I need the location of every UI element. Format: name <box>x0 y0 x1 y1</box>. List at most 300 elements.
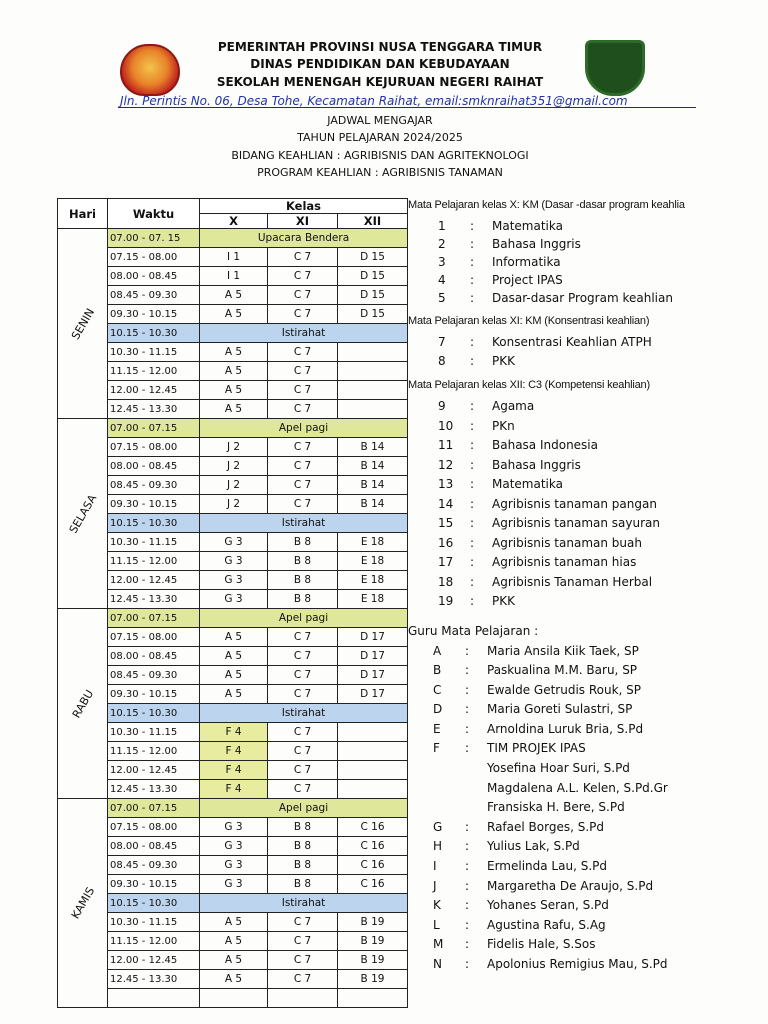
table-row <box>58 362 408 381</box>
list-item-number: 8 <box>438 354 446 368</box>
time-cell: 10.30 - 11.15 <box>108 533 200 552</box>
class-xi-cell: C 7 <box>268 780 338 799</box>
class-xi-cell: B 8 <box>268 590 338 609</box>
list-item-label: Ermelinda Lau, S.Pd <box>487 859 607 874</box>
class-xii-cell: C 16 <box>338 837 408 856</box>
class-x-cell: A 5 <box>200 666 268 685</box>
schedule-table <box>57 198 408 1008</box>
time-cell: 07.15 - 08.00 <box>108 248 200 267</box>
list-item <box>433 857 763 877</box>
table-row <box>58 400 408 419</box>
list-item-label: Matematika <box>492 219 563 233</box>
list-item-number: C <box>433 682 442 697</box>
class-x-cell: A 5 <box>200 932 268 951</box>
list-item <box>438 592 763 612</box>
school-address: Jln. Perintis No. 06, Desa Tohe, Kecamatan Raihat, email:smknraihat351@gmail.com <box>120 94 628 108</box>
class-xi-cell: C 7 <box>268 362 338 381</box>
time-cell: 10.15 - 10.30 <box>108 894 200 913</box>
class-xi-cell: C 7 <box>268 742 338 761</box>
class-xi-cell: C 7 <box>268 457 338 476</box>
list-item-number: M <box>433 937 444 952</box>
class-xii-cell: B 14 <box>338 457 408 476</box>
header-line-2: DINAS PENDIDIKAN DAN KEBUDAYAAN <box>250 57 510 71</box>
teachers-list <box>408 642 763 975</box>
time-cell: 11.15 - 12.00 <box>108 362 200 381</box>
time-cell: 10.30 - 11.15 <box>108 343 200 362</box>
list-item-separator: : <box>465 898 470 913</box>
list-item-separator: : <box>470 594 475 608</box>
list-item-number: 17 <box>438 555 454 569</box>
class-xi-cell: C 7 <box>268 932 338 951</box>
class-x-cell: F 4 <box>200 761 268 780</box>
class-x-cell: F 4 <box>200 780 268 799</box>
list-item <box>438 514 763 534</box>
subjects-xii-title: Mata Pelajaran kelas XII: C3 (Kompetensi keahlian) <box>408 379 650 391</box>
list-item-label: Maria Goreti Sulastri, SP <box>487 702 633 717</box>
table-row <box>58 229 408 248</box>
list-item-separator: : <box>465 937 470 952</box>
time-cell: 07.15 - 08.00 <box>108 628 200 647</box>
class-x-cell: A 5 <box>200 286 268 305</box>
list-item <box>438 333 763 352</box>
header-kelas: Kelas <box>200 199 408 214</box>
list-item-number: G <box>433 819 443 834</box>
class-xii-cell <box>338 761 408 780</box>
list-item-separator: : <box>465 682 470 697</box>
list-item-separator: : <box>470 219 475 233</box>
table-row <box>58 609 408 628</box>
class-xii-cell: E 18 <box>338 533 408 552</box>
class-x-cell: A 5 <box>200 400 268 419</box>
time-cell <box>108 989 200 1008</box>
list-item-number: 13 <box>438 477 454 491</box>
list-item <box>433 642 763 662</box>
class-xii-cell: D 17 <box>338 685 408 704</box>
class-x-cell: G 3 <box>200 818 268 837</box>
class-xii-cell: B 19 <box>338 913 408 932</box>
list-item-label: Bahasa Indonesia <box>492 438 598 452</box>
list-item <box>438 553 763 573</box>
table-row <box>58 818 408 837</box>
class-xi-cell: B 8 <box>268 837 338 856</box>
list-item-number: 9 <box>438 399 446 413</box>
class-xii-cell <box>338 381 408 400</box>
list-item <box>433 818 763 838</box>
time-cell: 09.30 - 10.15 <box>108 685 200 704</box>
list-item-number: J <box>433 878 437 893</box>
class-xi-cell: C 7 <box>268 723 338 742</box>
time-cell: 08.45 - 09.30 <box>108 286 200 305</box>
class-xi-cell: C 7 <box>268 438 338 457</box>
header-xi: XI <box>268 214 338 229</box>
table-row <box>58 343 408 362</box>
table-row <box>58 248 408 267</box>
table-row <box>58 837 408 856</box>
class-xi-cell: C 7 <box>268 343 338 362</box>
table-row <box>58 495 408 514</box>
table-row <box>58 533 408 552</box>
list-item-separator: : <box>465 702 470 717</box>
class-x-cell <box>200 989 268 1008</box>
time-cell: 09.30 - 10.15 <box>108 495 200 514</box>
time-cell: 08.45 - 09.30 <box>108 856 200 875</box>
subjects-xi-list <box>408 333 763 371</box>
activity-cell: Upacara Bendera <box>200 229 408 248</box>
class-xi-cell: B 8 <box>268 571 338 590</box>
list-item-label: Agribisnis tanaman pangan <box>492 496 657 511</box>
list-item-number: E <box>433 721 441 736</box>
list-item <box>438 352 763 371</box>
list-item-label: Agribisnis tanaman sayuran <box>492 516 660 530</box>
list-item-separator: : <box>470 418 475 433</box>
list-item-label: Agribisnis Tanaman Herbal <box>492 574 653 589</box>
list-item-number: H <box>433 839 443 854</box>
class-xi-cell: C 7 <box>268 685 338 704</box>
list-item-number: D <box>433 702 443 717</box>
list-item-label: Agribisnis tanaman buah <box>492 535 642 550</box>
table-row <box>58 419 408 438</box>
list-item-separator: : <box>465 663 470 678</box>
list-item-number: F <box>433 741 440 756</box>
subjects-panel <box>408 199 763 975</box>
class-x-cell: J 2 <box>200 457 268 476</box>
class-xii-cell: C 16 <box>338 818 408 837</box>
list-item-separator: : <box>465 819 470 834</box>
list-item-separator: : <box>470 335 475 349</box>
subjects-x-list <box>408 217 763 307</box>
class-xii-cell: D 15 <box>338 286 408 305</box>
list-item-label: Agribisnis tanaman hias <box>492 555 637 569</box>
list-item <box>433 896 763 916</box>
time-cell: 12.45 - 13.30 <box>108 780 200 799</box>
time-cell: 09.30 - 10.15 <box>108 305 200 324</box>
table-row <box>58 913 408 932</box>
field-of-expertise: BIDANG KEAHLIAN : AGRIBISNIS DAN AGRITEKNOLOGI <box>231 149 529 162</box>
activity-cell: Apel pagi <box>200 419 408 438</box>
list-item-number: 3 <box>438 255 446 269</box>
time-cell: 07.00 - 07. 15 <box>108 229 200 248</box>
list-item-number: K <box>433 898 441 913</box>
class-xi-cell: C 7 <box>268 647 338 666</box>
table-row <box>58 324 408 343</box>
list-item-separator: : <box>465 721 470 736</box>
list-item <box>438 397 763 417</box>
class-x-cell: G 3 <box>200 837 268 856</box>
table-row <box>58 704 408 723</box>
table-row <box>58 628 408 647</box>
table-row <box>58 286 408 305</box>
list-item-separator: : <box>465 917 470 932</box>
class-xii-cell: E 18 <box>338 590 408 609</box>
table-row <box>58 457 408 476</box>
class-xii-cell: D 17 <box>338 628 408 647</box>
list-item-separator: : <box>470 516 475 530</box>
program-of-expertise: PROGRAM KEAHLIAN : AGRIBISNIS TANAMAN <box>257 166 503 179</box>
time-cell: 12.45 - 13.30 <box>108 400 200 419</box>
class-x-cell: A 5 <box>200 343 268 362</box>
class-xii-cell: D 15 <box>338 267 408 286</box>
list-item-label: Agustina Rafu, S.Ag <box>487 917 606 932</box>
list-item-label: Rafael Borges, S.Pd <box>487 819 604 834</box>
break-cell: Istirahat <box>200 704 408 723</box>
time-cell: 10.30 - 11.15 <box>108 913 200 932</box>
header-line-3: SEKOLAH MENENGAH KEJURUAN NEGERI RAIHAT <box>216 75 544 89</box>
time-cell: 11.15 - 12.00 <box>108 742 200 761</box>
list-item <box>433 798 763 818</box>
table-row <box>58 381 408 400</box>
class-x-cell: A 5 <box>200 685 268 704</box>
table-row <box>58 742 408 761</box>
time-cell: 12.45 - 13.30 <box>108 590 200 609</box>
activity-cell: Apel pagi <box>200 609 408 628</box>
list-item-label: Ewalde Getrudis Rouk, SP <box>487 682 642 697</box>
time-cell: 10.30 - 11.15 <box>108 723 200 742</box>
table-row <box>58 438 408 457</box>
list-item-separator: : <box>465 878 470 893</box>
day-kamis: KAMIS <box>58 799 108 1008</box>
list-item-label: Maria Ansila Kiik Taek, SP <box>487 643 639 658</box>
list-item-label: Margaretha De Araujo, S.Pd <box>487 878 654 893</box>
subjects-x-title: Mata Pelajaran kelas X: KM (Dasar -dasar program keahlia <box>408 199 685 211</box>
list-item <box>433 739 763 759</box>
list-item <box>433 955 763 975</box>
doc-title: JADWAL MENGAJAR <box>327 114 433 127</box>
class-x-cell: G 3 <box>200 571 268 590</box>
class-x-cell: A 5 <box>200 913 268 932</box>
list-item <box>438 573 763 593</box>
list-item-label: Yosefina Hoar Suri, S.Pd <box>487 761 630 776</box>
list-item-number: L <box>433 917 440 932</box>
list-item <box>433 681 763 701</box>
class-x-cell: J 2 <box>200 495 268 514</box>
class-x-cell: A 5 <box>200 951 268 970</box>
time-cell: 10.15 - 10.30 <box>108 324 200 343</box>
class-xii-cell <box>338 723 408 742</box>
table-row <box>58 666 408 685</box>
list-item-separator: : <box>470 496 475 511</box>
list-item-label: Paskualina M.M. Baru, SP <box>487 663 638 678</box>
list-item-label: Arnoldina Luruk Bria, S.Pd <box>487 721 644 736</box>
table-row <box>58 932 408 951</box>
time-cell: 12.45 - 13.30 <box>108 970 200 989</box>
class-xi-cell: C 7 <box>268 628 338 647</box>
day-selasa: SELASA <box>58 419 108 609</box>
table-row <box>58 780 408 799</box>
list-item <box>433 759 763 779</box>
list-item-label: Fidelis Hale, S.Sos <box>487 937 596 952</box>
table-row <box>58 647 408 666</box>
list-item-separator: : <box>470 399 475 413</box>
table-row <box>58 761 408 780</box>
class-x-cell: G 3 <box>200 552 268 571</box>
header-line-1: PEMERINTAH PROVINSI NUSA TENGGARA TIMUR <box>217 40 543 54</box>
header-divider <box>118 107 696 108</box>
class-xii-cell <box>338 362 408 381</box>
list-item <box>433 779 763 799</box>
table-row <box>58 571 408 590</box>
class-x-cell: G 3 <box>200 533 268 552</box>
table-row <box>58 989 408 1008</box>
class-xi-cell: C 7 <box>268 381 338 400</box>
list-item-separator: : <box>470 438 475 452</box>
class-x-cell: F 4 <box>200 723 268 742</box>
class-x-cell: G 3 <box>200 590 268 609</box>
list-item-number: 16 <box>438 535 454 550</box>
academic-year: TAHUN PELAJARAN 2024/2025 <box>297 131 463 144</box>
list-item-number: 11 <box>438 438 454 452</box>
class-xi-cell: C 7 <box>268 267 338 286</box>
class-xii-cell: D 15 <box>338 248 408 267</box>
time-cell: 09.30 - 10.15 <box>108 875 200 894</box>
list-item-separator: : <box>470 291 475 305</box>
time-cell: 07.15 - 08.00 <box>108 818 200 837</box>
list-item-separator: : <box>470 535 475 550</box>
list-item <box>433 661 763 681</box>
class-xi-cell: B 8 <box>268 875 338 894</box>
time-cell: 08.00 - 08.45 <box>108 267 200 286</box>
list-item-label: Apolonius Remigius Mau, S.Pd <box>487 957 668 971</box>
table-row <box>58 799 408 818</box>
list-item-label: Dasar-dasar Program keahlian <box>492 291 673 305</box>
table-row <box>58 514 408 533</box>
list-item-number: 1 <box>438 219 446 233</box>
break-cell: Istirahat <box>200 324 408 343</box>
list-item <box>438 271 763 289</box>
list-item-separator: : <box>470 255 475 269</box>
list-item <box>438 417 763 437</box>
list-item <box>438 436 763 456</box>
header-waktu: Waktu <box>108 199 200 229</box>
class-xii-cell <box>338 780 408 799</box>
list-item-number: B <box>433 663 442 678</box>
list-item <box>438 495 763 515</box>
list-item-label: PKn <box>492 418 515 433</box>
class-xii-cell: E 18 <box>338 552 408 571</box>
time-cell: 12.00 - 12.45 <box>108 951 200 970</box>
class-x-cell: A 5 <box>200 362 268 381</box>
activity-cell: Apel pagi <box>200 799 408 818</box>
class-xii-cell: B 14 <box>338 495 408 514</box>
class-xii-cell: B 19 <box>338 951 408 970</box>
list-item-label: Yohanes Seran, S.Pd <box>487 898 609 913</box>
day-senin: SENIN <box>58 229 108 419</box>
class-xii-cell: E 18 <box>338 571 408 590</box>
class-xii-cell <box>338 400 408 419</box>
table-row <box>58 875 408 894</box>
list-item <box>433 916 763 936</box>
time-cell: 08.00 - 08.45 <box>108 837 200 856</box>
class-xi-cell: C 7 <box>268 248 338 267</box>
class-xii-cell: D 17 <box>338 666 408 685</box>
time-cell: 11.15 - 12.00 <box>108 932 200 951</box>
list-item-label: Konsentrasi Keahlian ATPH <box>492 335 652 349</box>
list-item <box>433 720 763 740</box>
class-xi-cell: C 7 <box>268 476 338 495</box>
class-xi-cell: C 7 <box>268 305 338 324</box>
list-item-separator: : <box>470 477 475 491</box>
table-row <box>58 590 408 609</box>
header-hari: Hari <box>58 199 108 229</box>
class-x-cell: A 5 <box>200 381 268 400</box>
teachers-title: Guru Mata Pelajaran : <box>408 623 539 638</box>
subjects-xi-title: Mata Pelajaran kelas XI: KM (Konsentrasi keahlian) <box>408 315 650 327</box>
class-xii-cell: B 19 <box>338 970 408 989</box>
class-xii-cell: B 14 <box>338 476 408 495</box>
list-item-separator: : <box>470 237 475 251</box>
list-item-number: 10 <box>438 418 454 433</box>
class-x-cell: J 2 <box>200 476 268 495</box>
list-item-label: Matematika <box>492 477 563 491</box>
list-item-separator: : <box>465 859 470 874</box>
class-xii-cell <box>338 989 408 1008</box>
list-item-label: Yulius Lak, S.Pd <box>487 839 580 854</box>
class-xii-cell: C 16 <box>338 856 408 875</box>
list-item-separator: : <box>465 643 470 658</box>
list-item-number: A <box>433 643 442 658</box>
list-item-label: Bahasa Inggris <box>492 237 581 251</box>
class-xi-cell: B 8 <box>268 818 338 837</box>
time-cell: 11.15 - 12.00 <box>108 552 200 571</box>
list-item-label: Fransiska H. Bere, S.Pd <box>487 800 625 815</box>
list-item-separator: : <box>470 273 475 287</box>
list-item-number: 18 <box>438 574 454 589</box>
time-cell: 07.00 - 07.15 <box>108 419 200 438</box>
time-cell: 07.00 - 07.15 <box>108 609 200 628</box>
time-cell: 12.00 - 12.45 <box>108 571 200 590</box>
list-item <box>438 475 763 495</box>
list-item-number: 5 <box>438 291 446 305</box>
list-item <box>438 534 763 554</box>
list-item-separator: : <box>465 839 470 854</box>
class-xi-cell: C 7 <box>268 286 338 305</box>
class-xi-cell: C 7 <box>268 913 338 932</box>
class-x-cell: A 5 <box>200 647 268 666</box>
table-row <box>58 856 408 875</box>
class-xi-cell: C 7 <box>268 400 338 419</box>
class-xii-cell: D 17 <box>338 647 408 666</box>
table-row <box>58 305 408 324</box>
list-item-label: PKK <box>492 594 515 608</box>
class-xii-cell: C 16 <box>338 875 408 894</box>
list-item <box>438 217 763 235</box>
list-item-label: Bahasa Inggris <box>492 457 581 472</box>
header-x: X <box>200 214 268 229</box>
list-item-label: Project IPAS <box>492 273 563 287</box>
list-item-number: 7 <box>438 335 446 349</box>
class-xi-cell: C 7 <box>268 495 338 514</box>
class-x-cell: I 1 <box>200 248 268 267</box>
break-cell: Istirahat <box>200 894 408 913</box>
list-item-label: Magdalena A.L. Kelen, S.Pd.Gr <box>487 780 668 795</box>
list-item-separator: : <box>470 574 475 589</box>
day-rabu: RABU <box>58 609 108 799</box>
class-xi-cell: C 7 <box>268 761 338 780</box>
class-x-cell: J 2 <box>200 438 268 457</box>
class-xi-cell: B 8 <box>268 856 338 875</box>
list-item-separator: : <box>465 957 470 971</box>
class-xii-cell <box>338 742 408 761</box>
class-xi-cell: C 7 <box>268 666 338 685</box>
list-item-number: 2 <box>438 237 446 251</box>
list-item-separator: : <box>470 354 475 368</box>
list-item-label: Agama <box>492 399 535 413</box>
list-item <box>438 289 763 307</box>
time-cell: 08.45 - 09.30 <box>108 476 200 495</box>
time-cell: 07.00 - 07.15 <box>108 799 200 818</box>
class-x-cell: I 1 <box>200 267 268 286</box>
list-item-number: 14 <box>438 496 454 511</box>
list-item <box>433 837 763 857</box>
